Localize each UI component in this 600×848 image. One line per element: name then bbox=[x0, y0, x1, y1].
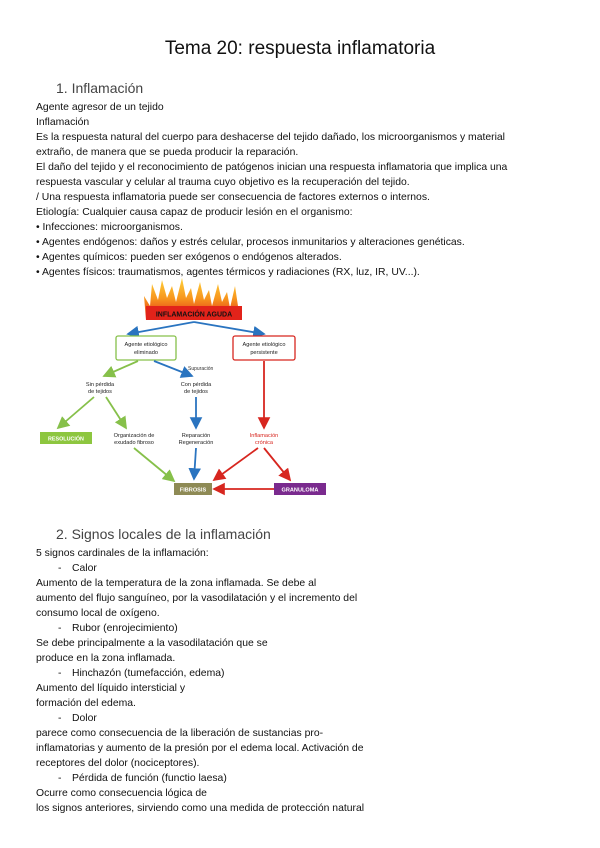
text-line: respuesta vascular y celular al trauma cuyo objetivo es la recuperación del tejido. bbox=[36, 177, 410, 188]
text-line: consumo local de oxígeno. bbox=[36, 608, 160, 619]
bullet-item: • Agentes físicos: traumatismos, agentes térmicos y radiaciones (RX, luz, IR, UV...). bbox=[36, 267, 420, 278]
bullet-item: • Agentes químicos: pueden ser exógenos o endógenos alterados. bbox=[36, 252, 342, 263]
eliminated-label-2: eliminado bbox=[134, 350, 158, 356]
persistent-label-2: persistente bbox=[250, 350, 278, 356]
text-line: Es la respuesta natural del cuerpo para deshacerse del tejido dañado, los microorganismos y material bbox=[36, 132, 505, 143]
sign-heading: - Rubor (enrojecimiento) bbox=[36, 621, 566, 636]
resolucion-label: RESOLUCIÓN bbox=[48, 436, 84, 443]
text-line: El daño del tejido y el reconocimiento de patógenos inician una respuesta inflamatoria que implica una bbox=[36, 162, 508, 173]
section-1-heading: 1. Inflamación bbox=[56, 80, 144, 96]
eliminated-label-1: Agente etiológico bbox=[124, 342, 168, 348]
text-line: Agente agresor de un tejido bbox=[36, 102, 164, 113]
text-line: Aumento de la temperatura de la zona inflamada. Se debe al bbox=[36, 578, 317, 589]
text-line: Etiología: Cualquier causa capaz de producir lesión en el organismo: bbox=[36, 207, 353, 218]
banner-label: INFLAMACIÓN AGUDA bbox=[155, 311, 233, 319]
sign-heading: - Dolor bbox=[36, 711, 566, 726]
text-line: receptores del dolor (nociceptores). bbox=[36, 758, 200, 769]
reparacion-label-2: Regeneración bbox=[178, 440, 214, 446]
with-loss-label-2: de tejidos bbox=[184, 389, 208, 395]
text-line: aumento del flujo sanguíneo, por la vasodilatación y el incremento del bbox=[36, 593, 358, 604]
text-line: extraño, de manera que se pueda producir la reparación. bbox=[36, 147, 299, 158]
fibrosis-label: FIBROSIS bbox=[179, 487, 207, 494]
organizacion-label-2: exudado fibroso bbox=[114, 440, 154, 446]
sign-heading: - Calor bbox=[36, 561, 566, 576]
text-line: Se debe principalmente a la vasodilatación que se bbox=[36, 638, 268, 649]
text-line: Aumento del líquido intersticial y bbox=[36, 683, 186, 694]
text-line: los signos anteriores, sirviendo como una medida de protección natural bbox=[36, 803, 365, 814]
text-line: parece como consecuencia de la liberación de sustancias pro- bbox=[36, 728, 324, 739]
organizacion-label-1: Organización de bbox=[113, 433, 155, 439]
text-line: inflamatorias y aumento de la presión por el edema local. Activación de bbox=[36, 743, 364, 754]
cronica-label-1: Inflamación bbox=[249, 433, 279, 439]
persistent-box bbox=[233, 336, 295, 360]
sign-heading: - Pérdida de función (functio laesa) bbox=[36, 771, 566, 786]
no-loss-label-2: de tejidos bbox=[88, 389, 112, 395]
page-title: Tema 20: respuesta inflamatoria bbox=[164, 38, 436, 59]
cronica-label-2: crónica bbox=[254, 440, 274, 446]
acute-inflammation-diagram bbox=[36, 276, 336, 498]
text-line: produce en la zona inflamada. bbox=[36, 653, 176, 664]
section-2-body bbox=[36, 546, 566, 816]
bullet-item: • Infecciones: microorganismos. bbox=[36, 222, 183, 233]
text-line: formación del edema. bbox=[36, 698, 136, 709]
text-line: 5 signos cardinales de la inflamación: bbox=[36, 548, 209, 559]
with-loss-label-1: Con pérdida bbox=[180, 382, 212, 388]
text-line: Ocurre como consecuencia lógica de bbox=[36, 788, 207, 799]
no-loss-label-1: Sin pérdida bbox=[85, 382, 115, 388]
eliminated-box bbox=[116, 336, 176, 360]
persistent-label-1: Agente etiológico bbox=[242, 342, 286, 348]
section-2-heading: 2. Signos locales de la inflamación bbox=[56, 526, 271, 542]
text-line: / Una respuesta inflamatoria puede ser consecuencia de factores externos o internos. bbox=[36, 192, 430, 203]
sign-heading: - Hinchazón (tumefacción, edema) bbox=[36, 666, 566, 681]
text-line: Inflamación bbox=[36, 117, 90, 128]
granuloma-label: GRANULOMA bbox=[281, 487, 319, 494]
section-1-body bbox=[36, 100, 566, 280]
reparacion-label-1: Reparación bbox=[181, 433, 211, 439]
bullet-item: • Agentes endógenos: daños y estrés celular, procesos inmunitarios y alteraciones genéticas. bbox=[36, 237, 465, 248]
supuracion-label: Supuración bbox=[188, 366, 214, 372]
flame-banner bbox=[144, 278, 242, 320]
